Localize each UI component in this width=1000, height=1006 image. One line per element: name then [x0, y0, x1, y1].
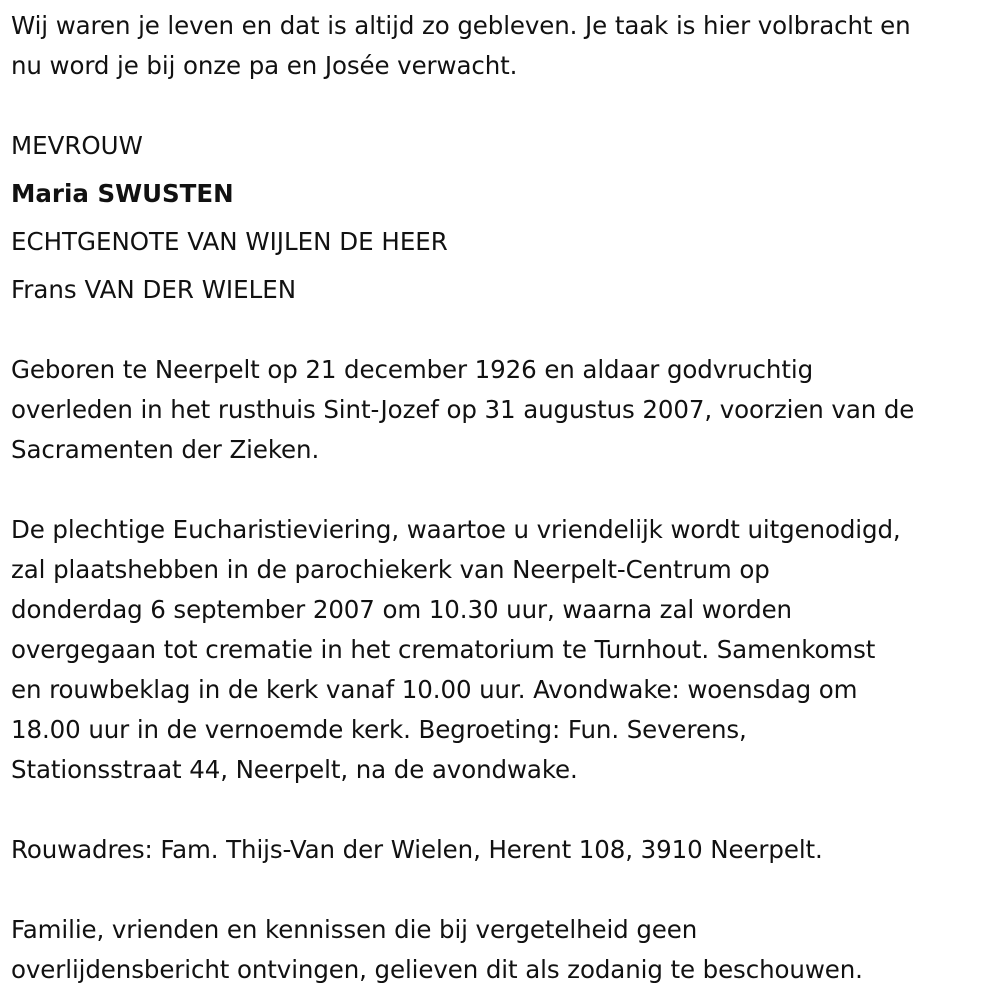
ceremony-line: Stationsstraat 44, Neerpelt, na de avondwake. — [11, 755, 578, 784]
intro-paragraph — [11, 6, 996, 86]
ceremony-line: zal plaatshebben in de parochiekerk van Neerpelt-Centrum op — [11, 555, 770, 584]
obituary-notice — [11, 6, 996, 990]
spacer — [11, 790, 996, 830]
spacer — [11, 86, 996, 126]
birth-death-line: Sacramenten der Zieken. — [11, 435, 320, 464]
ceremony-line: 18.00 uur in de vernoemde kerk. Begroeting: Fun. Severens, — [11, 715, 747, 744]
birth-death-line: Geboren te Neerpelt op 21 december 1926 en aldaar godvruchtig — [11, 355, 814, 384]
deceased-heading — [11, 122, 996, 314]
spacer — [11, 870, 996, 910]
ceremony-paragraph — [11, 510, 996, 790]
deceased-name: Maria SWUSTEN — [11, 179, 234, 208]
ceremony-line: overgegaan tot crematie in het crematorium te Turnhout. Samenkomst — [11, 635, 876, 664]
mourning-address: Rouwadres: Fam. Thijs-Van der Wielen, Herent 108, 3910 Neerpelt. — [11, 835, 823, 864]
spouse-title: ECHTGENOTE VAN WIJLEN DE HEER — [11, 227, 448, 256]
intro-line: nu word je bij onze pa en Josée verwacht. — [11, 51, 518, 80]
closing-line: overlijdensbericht ontvingen, gelieven dit als zodanig te beschouwen. — [11, 955, 863, 984]
ceremony-line: donderdag 6 september 2007 om 10.30 uur, waarna zal worden — [11, 595, 792, 624]
closing-paragraph — [11, 910, 996, 990]
intro-line: Wij waren je leven en dat is altijd zo gebleven. Je taak is hier volbracht en — [11, 11, 911, 40]
birth-death-paragraph — [11, 350, 996, 470]
spacer — [11, 470, 996, 510]
closing-line: Familie, vrienden en kennissen die bij vergetelheid geen — [11, 915, 698, 944]
salutation: MEVROUW — [11, 131, 143, 160]
ceremony-line: De plechtige Eucharistieviering, waartoe u vriendelijk wordt uitgenodigd, — [11, 515, 901, 544]
mourning-address-paragraph — [11, 830, 996, 870]
birth-death-line: overleden in het rusthuis Sint-Jozef op 31 augustus 2007, voorzien van de — [11, 395, 915, 424]
spouse-name: Frans VAN DER WIELEN — [11, 275, 297, 304]
spacer — [11, 310, 996, 350]
ceremony-line: en rouwbeklag in de kerk vanaf 10.00 uur. Avondwake: woensdag om — [11, 675, 858, 704]
